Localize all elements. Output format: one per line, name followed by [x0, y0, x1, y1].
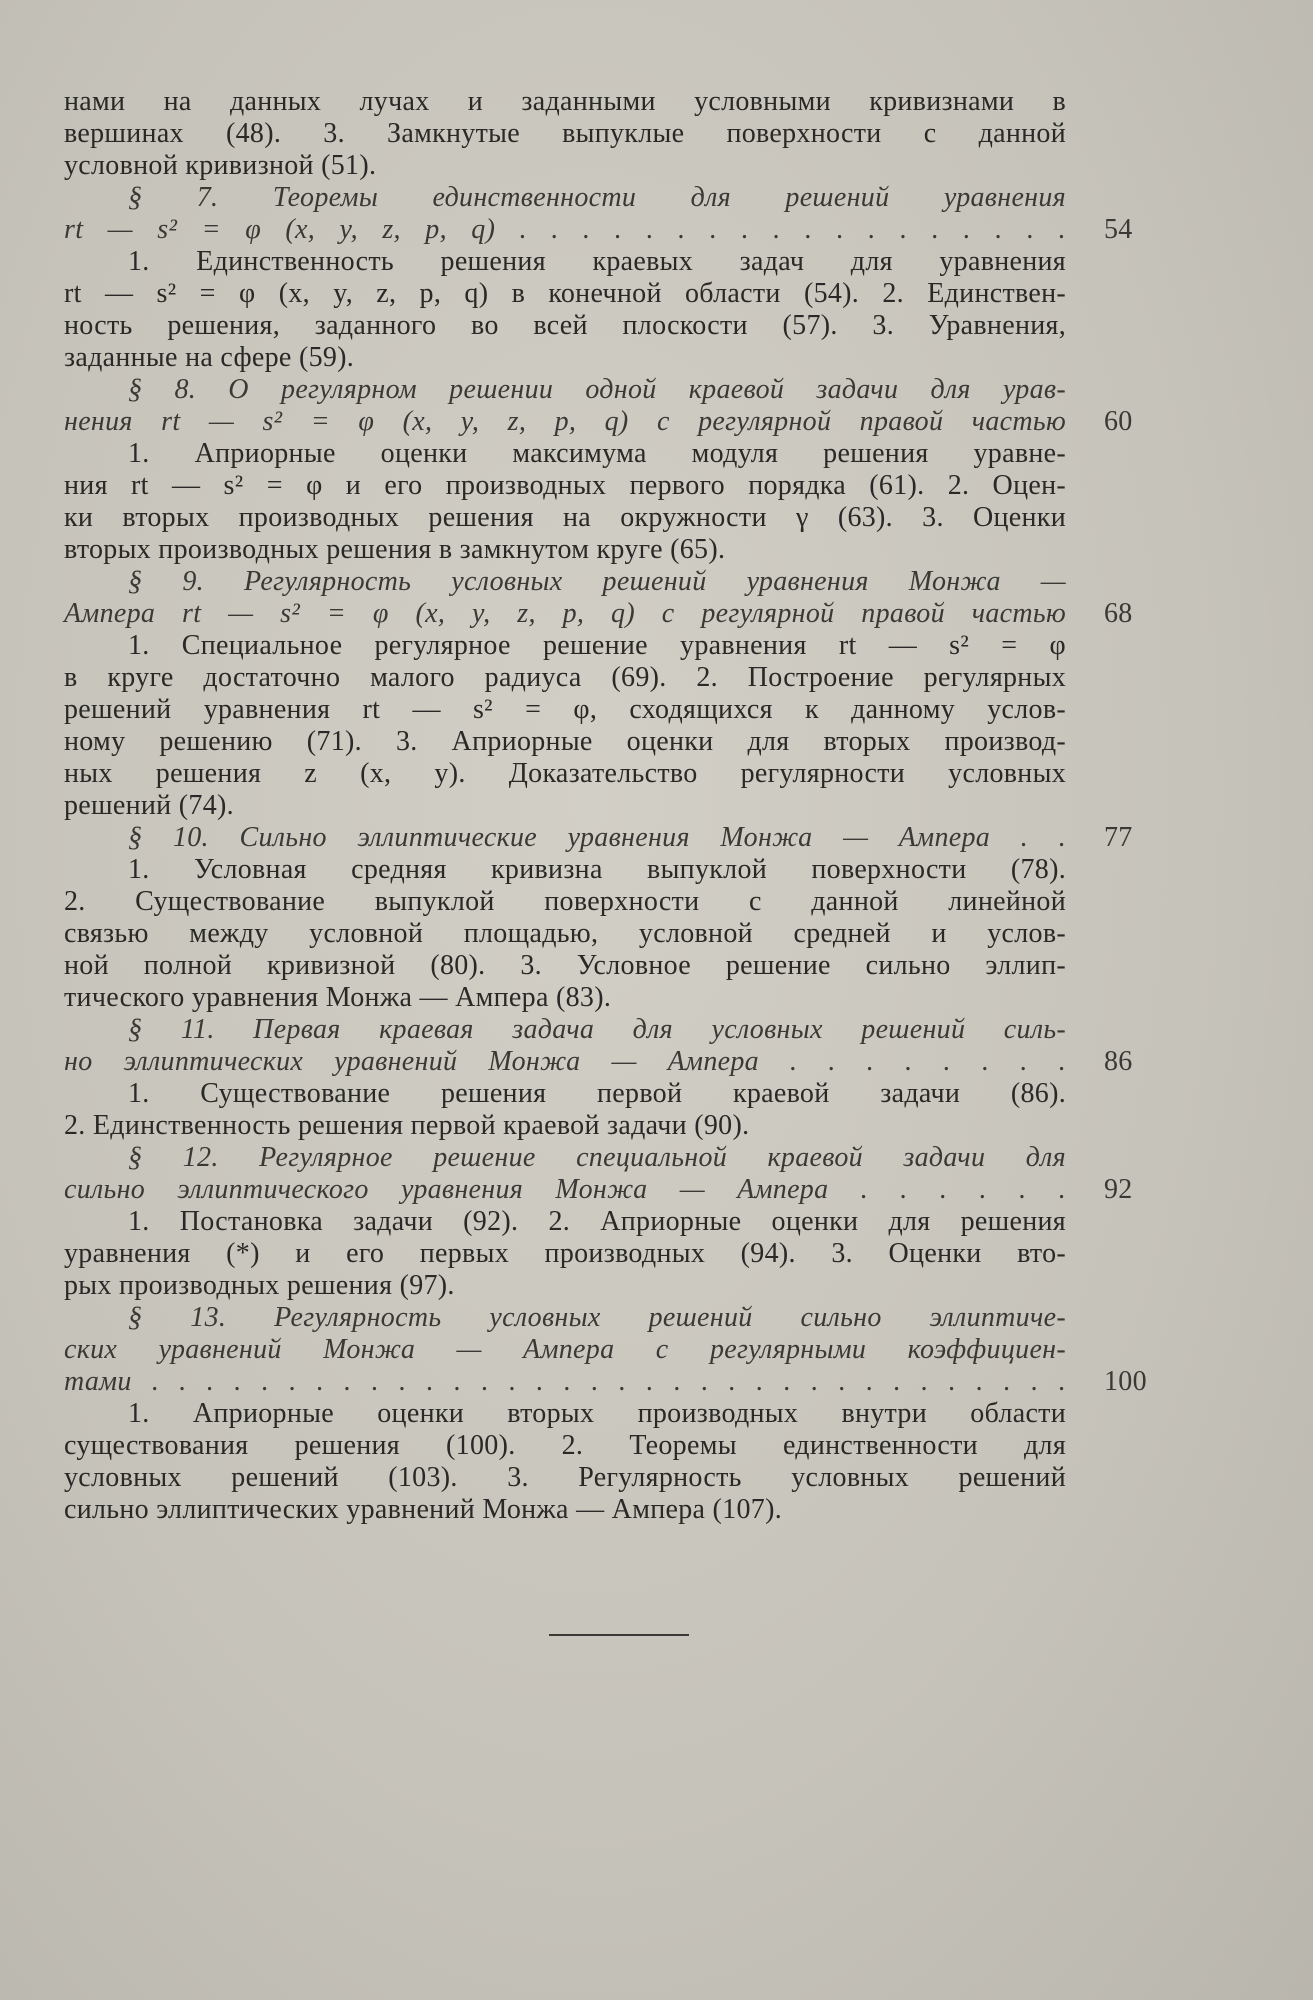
section-heading-line-text: § 10. Сильно эллиптические уравнения Монжа — Ампера . . [128, 822, 1066, 853]
section-body-line-text: тического уравнения Монжа — Ампера (83). [64, 982, 612, 1013]
section-body-line-text: 1. Априорные оценки максимума модуля решения уравне- [128, 438, 1066, 469]
section-body-line-text: существования решения (100). 2. Теоремы единственности для [64, 1430, 1066, 1461]
section-body-line-text: уравнения (*) и его первых производных (94). 3. Оценки вто- [64, 1238, 1066, 1269]
section-body-line [64, 1270, 1066, 1302]
section-heading-line [64, 406, 1133, 438]
section-heading-line-text: нения rt — s² = φ (x, y, z, p, q) с регулярной правой частью [64, 406, 1066, 437]
section-body-line-text: заданные на сфере (59). [64, 342, 355, 373]
page-number: 68 [1104, 598, 1133, 629]
page-number: 92 [1104, 1174, 1133, 1205]
section-body-line [64, 662, 1066, 694]
section-heading-line-text: § 12. Регулярное решение специальной краевой задачи для [128, 1142, 1066, 1173]
section-heading-line-text: сильно эллиптического уравнения Монжа — Ампера . . . . . . [64, 1174, 1066, 1205]
section-body-line-text: ния rt — s² = φ и его производных первого порядка (61). 2. Оцен- [64, 470, 1066, 501]
section-body-line-text: условных решений (103). 3. Регулярность условных решений [64, 1462, 1066, 1493]
section-body-line [64, 502, 1066, 534]
intro-line [64, 150, 1066, 182]
page-number: 54 [1104, 214, 1133, 245]
section-body-line-text: связью между условной площадью, условной средней и услов- [64, 918, 1066, 949]
section-body-line [64, 310, 1066, 342]
section-body-line-text: ки вторых производных решения на окружности γ (63). 3. Оценки [64, 502, 1066, 533]
section-heading-line [64, 1046, 1133, 1078]
section-heading-line [64, 374, 1066, 406]
section-body-line-text: 2. Существование выпуклой поверхности с данной линейной [64, 886, 1066, 917]
section-body-line [64, 982, 1066, 1014]
section-heading-line-text: ских уравнений Монжа — Ампера с регулярными коэффициен- [64, 1334, 1066, 1365]
section-heading-line-text: § 9. Регулярность условных решений уравнения Монжа — [128, 566, 1066, 597]
intro-line-text: условной кривизной (51). [64, 150, 377, 181]
page-number: 77 [1104, 822, 1133, 853]
section-body-line-text: 2. Единственность решения первой краевой задачи (90). [64, 1110, 750, 1141]
section-body-line [64, 1078, 1066, 1110]
section-body-line [64, 854, 1066, 886]
section-body-line-text: решений уравнения rt — s² = φ, сходящихся к данному услов- [64, 694, 1066, 725]
section-body-line [64, 438, 1066, 470]
table-of-contents [64, 86, 1147, 1526]
page-number: 60 [1104, 406, 1133, 437]
section-body-line [64, 470, 1066, 502]
page-number: 100 [1104, 1366, 1147, 1397]
section-heading-line-text: но эллиптических уравнений Монжа — Ампера . . . . . . . . [64, 1046, 1066, 1077]
section-body-line-text: решений (74). [64, 790, 234, 821]
section-body-line [64, 1430, 1066, 1462]
section-heading-line-text: § 13. Регулярность условных решений сильно эллиптиче- [128, 1302, 1066, 1333]
section-heading-line [64, 1302, 1066, 1334]
section-body-line [64, 886, 1066, 918]
section-body-line [64, 246, 1066, 278]
section-heading-line-text: rt — s² = φ (x, y, z, p, q) . . . . . . . . . . . . . . . . . . [64, 214, 1066, 245]
section-body-line-text: rt — s² = φ (x, y, z, p, q) в конечной области (54). 2. Единствен- [64, 278, 1066, 309]
section-body-line [64, 1462, 1066, 1494]
section-body-line [64, 1110, 1066, 1142]
section-body-line [64, 918, 1066, 950]
section-body-line-text: 1. Постановка задачи (92). 2. Априорные оценки для решения [128, 1206, 1066, 1237]
section-body-line-text: сильно эллиптических уравнений Монжа — Ампера (107). [64, 1494, 783, 1525]
section-body-line-text: ной полной кривизной (80). 3. Условное решение сильно эллип- [64, 950, 1066, 981]
section-body-line-text: 1. Единственность решения краевых задач для уравнения [128, 246, 1066, 277]
section-heading-line-text: § 7. Теоремы единственности для решений уравнения [128, 182, 1066, 213]
section-body-line [64, 1238, 1066, 1270]
section-heading-line [64, 182, 1066, 214]
section-heading-line [64, 598, 1133, 630]
section-body-line-text: 1. Специальное регулярное решение уравнения rt — s² = φ [128, 630, 1066, 661]
section-body-line [64, 342, 1066, 374]
intro-line [64, 86, 1066, 118]
section-body-line-text: ность решения, заданного во всей плоскости (57). 3. Уравнения, [64, 310, 1066, 341]
section-heading-line [64, 566, 1066, 598]
section-heading-line-text: тами . . . . . . . . . . . . . . . . . . . . . . . . . . . . . . . . . . [64, 1366, 1066, 1397]
section-body-line-text: в круге достаточно малого радиуса (69). 2. Построение регулярных [64, 662, 1066, 693]
section-body-line [64, 950, 1066, 982]
section-body-line-text: рых производных решения (97). [64, 1270, 455, 1301]
section-body-line-text: ному решению (71). 3. Априорные оценки для вторых производ- [64, 726, 1066, 757]
intro-line-text: нами на данных лучах и заданными условными кривизнами в [64, 86, 1066, 117]
section-body-line [64, 534, 1066, 566]
section-heading-line-text: § 11. Первая краевая задача для условных решений силь- [128, 1014, 1066, 1045]
section-body-line [64, 1494, 1066, 1526]
section-heading-line [64, 1366, 1147, 1398]
page-number: 86 [1104, 1046, 1133, 1077]
section-body-line [64, 1206, 1066, 1238]
section-heading-line-text: § 8. О регулярном решении одной краевой задачи для урав- [128, 374, 1066, 405]
section-body-line [64, 694, 1066, 726]
section-heading-line [64, 1014, 1066, 1046]
section-heading-line [64, 1334, 1066, 1366]
intro-line-text: вершинах (48). 3. Замкнутые выпуклые поверхности с данной [64, 118, 1066, 149]
section-body-line [64, 278, 1066, 310]
section-heading-line [64, 1174, 1133, 1206]
section-heading-line [64, 1142, 1066, 1174]
intro-line [64, 118, 1066, 150]
section-body-line [64, 1398, 1066, 1430]
section-body-line [64, 758, 1066, 790]
section-heading-line-text: Ампера rt — s² = φ (x, y, z, p, q) с регулярной правой частью [64, 598, 1066, 629]
end-rule-divider [549, 1634, 689, 1636]
section-body-line-text: 1. Априорные оценки вторых производных внутри области [128, 1398, 1066, 1429]
section-body-line-text: 1. Условная средняя кривизна выпуклой поверхности (78). [128, 854, 1066, 885]
section-body-line [64, 726, 1066, 758]
section-body-line [64, 630, 1066, 662]
section-body-line-text: вторых производных решения в замкнутом круге (65). [64, 534, 726, 565]
section-heading-line [64, 214, 1133, 246]
section-body-line-text: ных решения z (x, y). Доказательство регулярности условных [64, 758, 1066, 789]
section-body-line-text: 1. Существование решения первой краевой задачи (86). [128, 1078, 1066, 1109]
section-heading-line [64, 822, 1133, 854]
section-body-line [64, 790, 1066, 822]
